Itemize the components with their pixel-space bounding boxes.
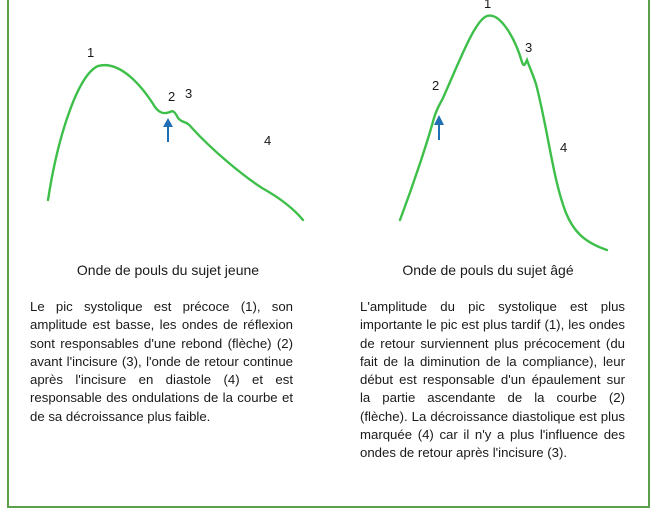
old-label-2: 2 bbox=[432, 78, 440, 93]
young-label-4: 4 bbox=[264, 133, 272, 148]
old-pulse-curve bbox=[400, 16, 607, 250]
young-reflection-arrow bbox=[163, 118, 173, 142]
old-label-3: 3 bbox=[525, 40, 533, 55]
old-label-1: 1 bbox=[484, 0, 492, 11]
young-label-1: 1 bbox=[87, 45, 95, 60]
young-label-2: 2 bbox=[168, 89, 176, 104]
old-description: L'amplitude du pic systolique est plus importante le pic est plus tardif (1), les ondes de retour surviennent plus précocement (du fait de la diminution de la compliance), leur début est responsable d'un épaulement sur la partie ascendante de la courbe (2) (flèche). La décroissance diastolique est plus marquée (4) car il n'y a plus l'influence des ondes de retour après l'incisure (3). bbox=[360, 299, 625, 461]
young-label-3: 3 bbox=[185, 86, 193, 101]
young-caption: Onde de pouls du sujet jeune bbox=[76, 262, 260, 278]
young-description: Le pic systolique est précoce (1), son amplitude est basse, les ondes de réflexion sont responsables d'une rebond (flèche) (2) avant l'incisure (3), l'onde de retour continue après l'incisure en diastole (4) et est responsable des ondulations de la courbe et de sa décroissance plus faible. bbox=[30, 299, 293, 424]
old-caption: Onde de pouls du sujet âgé bbox=[402, 262, 574, 278]
old-shoulder-arrow bbox=[434, 115, 444, 140]
old-label-4: 4 bbox=[560, 140, 568, 155]
